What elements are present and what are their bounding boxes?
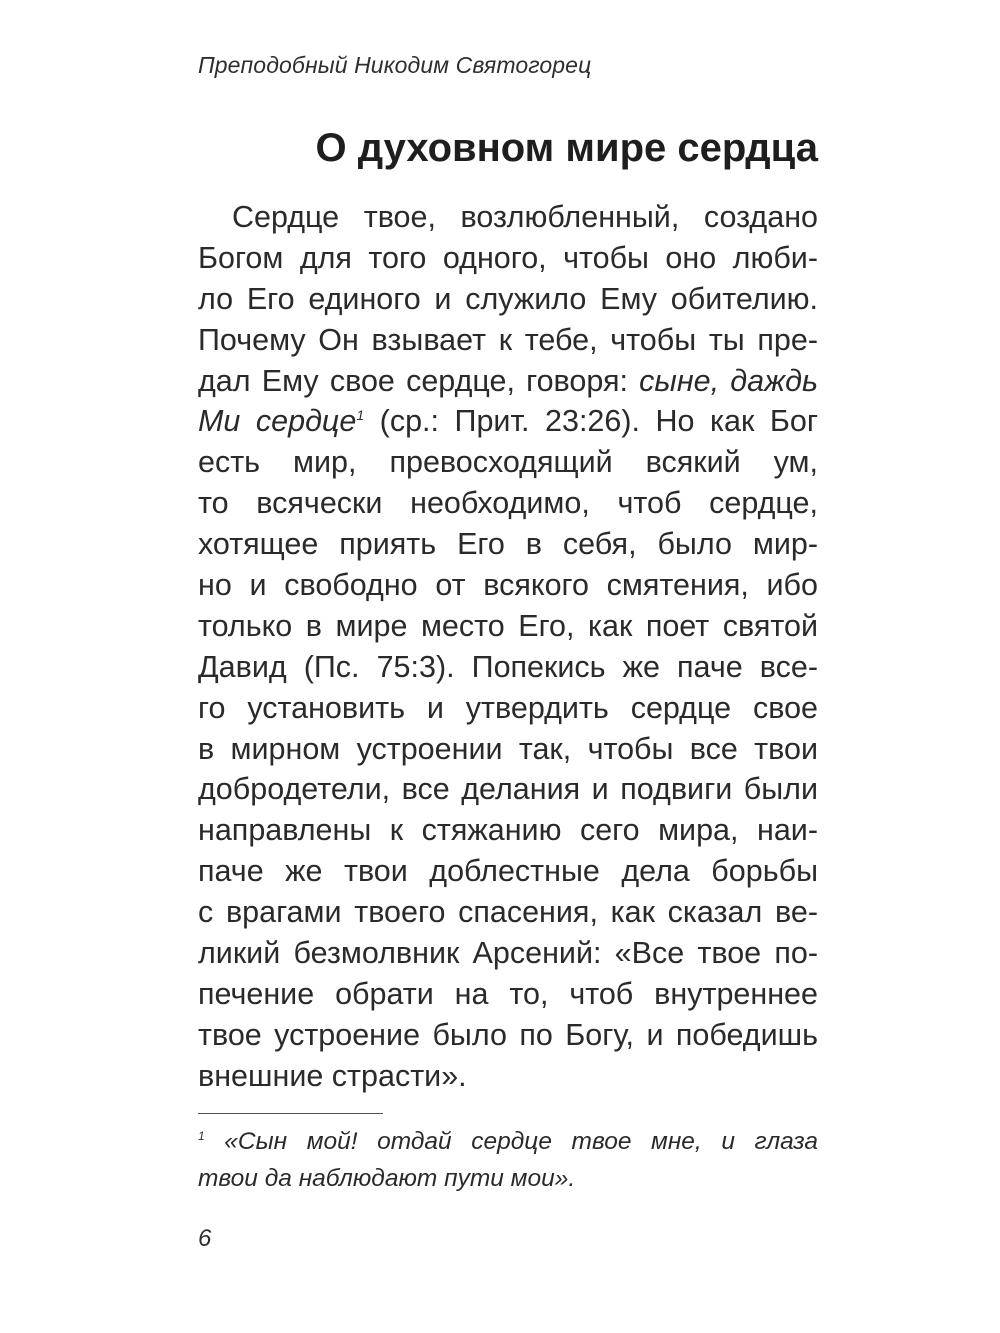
- body-line: ликий безмолвник Арсений: «Все твое по-: [198, 936, 818, 971]
- chapter-title: О духовном мире сердца: [315, 126, 818, 170]
- body-line: Богом для того одного, чтобы оно люби-: [198, 240, 818, 275]
- body-line: с врагами твоего спасения, как сказал ве-: [198, 895, 818, 930]
- body-line: но и свободно от всякого смятения, ибо: [198, 568, 818, 603]
- body-line: [198, 361, 818, 402]
- body-line: внешние страсти».: [198, 1058, 467, 1093]
- body-line: Давид (Пс. 75:3). Попекись же паче все-: [198, 649, 818, 684]
- body-line: есть мир, превосходящий всякий ум,: [198, 445, 818, 480]
- body-text-segment: дал Ему свое сердце, говоря:: [198, 363, 640, 398]
- footnote-number: 1: [198, 1128, 205, 1143]
- body-line: направлены к стяжанию сего мира, наи-: [198, 813, 818, 848]
- body-line: [198, 401, 818, 442]
- footnote-line: твои да наблюдают пути мои».: [198, 1165, 576, 1192]
- body-line: го установить и утвердить сердце свое: [198, 690, 818, 725]
- body-line: паче же твои доблестные дела борьбы: [198, 854, 818, 889]
- body-line: то всячески необходимо, чтоб сердце,: [198, 486, 818, 521]
- page-number: 6: [198, 1225, 212, 1252]
- body-line: добродетели, все делания и подвиги были: [198, 772, 818, 807]
- body-line: печение обрати на то, чтоб внутреннее: [198, 976, 818, 1011]
- body-line: хотящее приять Его в себя, было мир-: [198, 527, 818, 562]
- scripture-quote: Ми сердце: [198, 404, 357, 439]
- body-line: Сердце твое, возлюбленный, создано: [232, 200, 818, 234]
- body-line: ло Его единого и служило Ему обителию.: [198, 281, 818, 316]
- running-head: Преподобный Никодим Святогорец: [198, 52, 592, 78]
- body-line: в мирном устроении так, чтобы все твои: [198, 731, 818, 766]
- body-line: только в мире место Его, как поет святой: [198, 608, 818, 643]
- footnote-marker: 1: [356, 407, 365, 424]
- footnote-line: [198, 1123, 818, 1160]
- footnote: [198, 1123, 818, 1197]
- footnote-text: «Сын мой! отдай сердце твое мне, и глаза: [204, 1128, 818, 1155]
- footnote-divider: [198, 1113, 383, 1114]
- body-line: Почему Он взывает к тебе, чтобы ты пре-: [198, 322, 818, 357]
- scripture-quote: сыне, даждь: [639, 363, 818, 398]
- body-text: [198, 197, 818, 1097]
- body-text-segment: (ср.: Прит. 23:26). Но как Бог: [364, 404, 819, 439]
- body-line: твое устроение было по Богу, и победишь: [198, 1017, 818, 1052]
